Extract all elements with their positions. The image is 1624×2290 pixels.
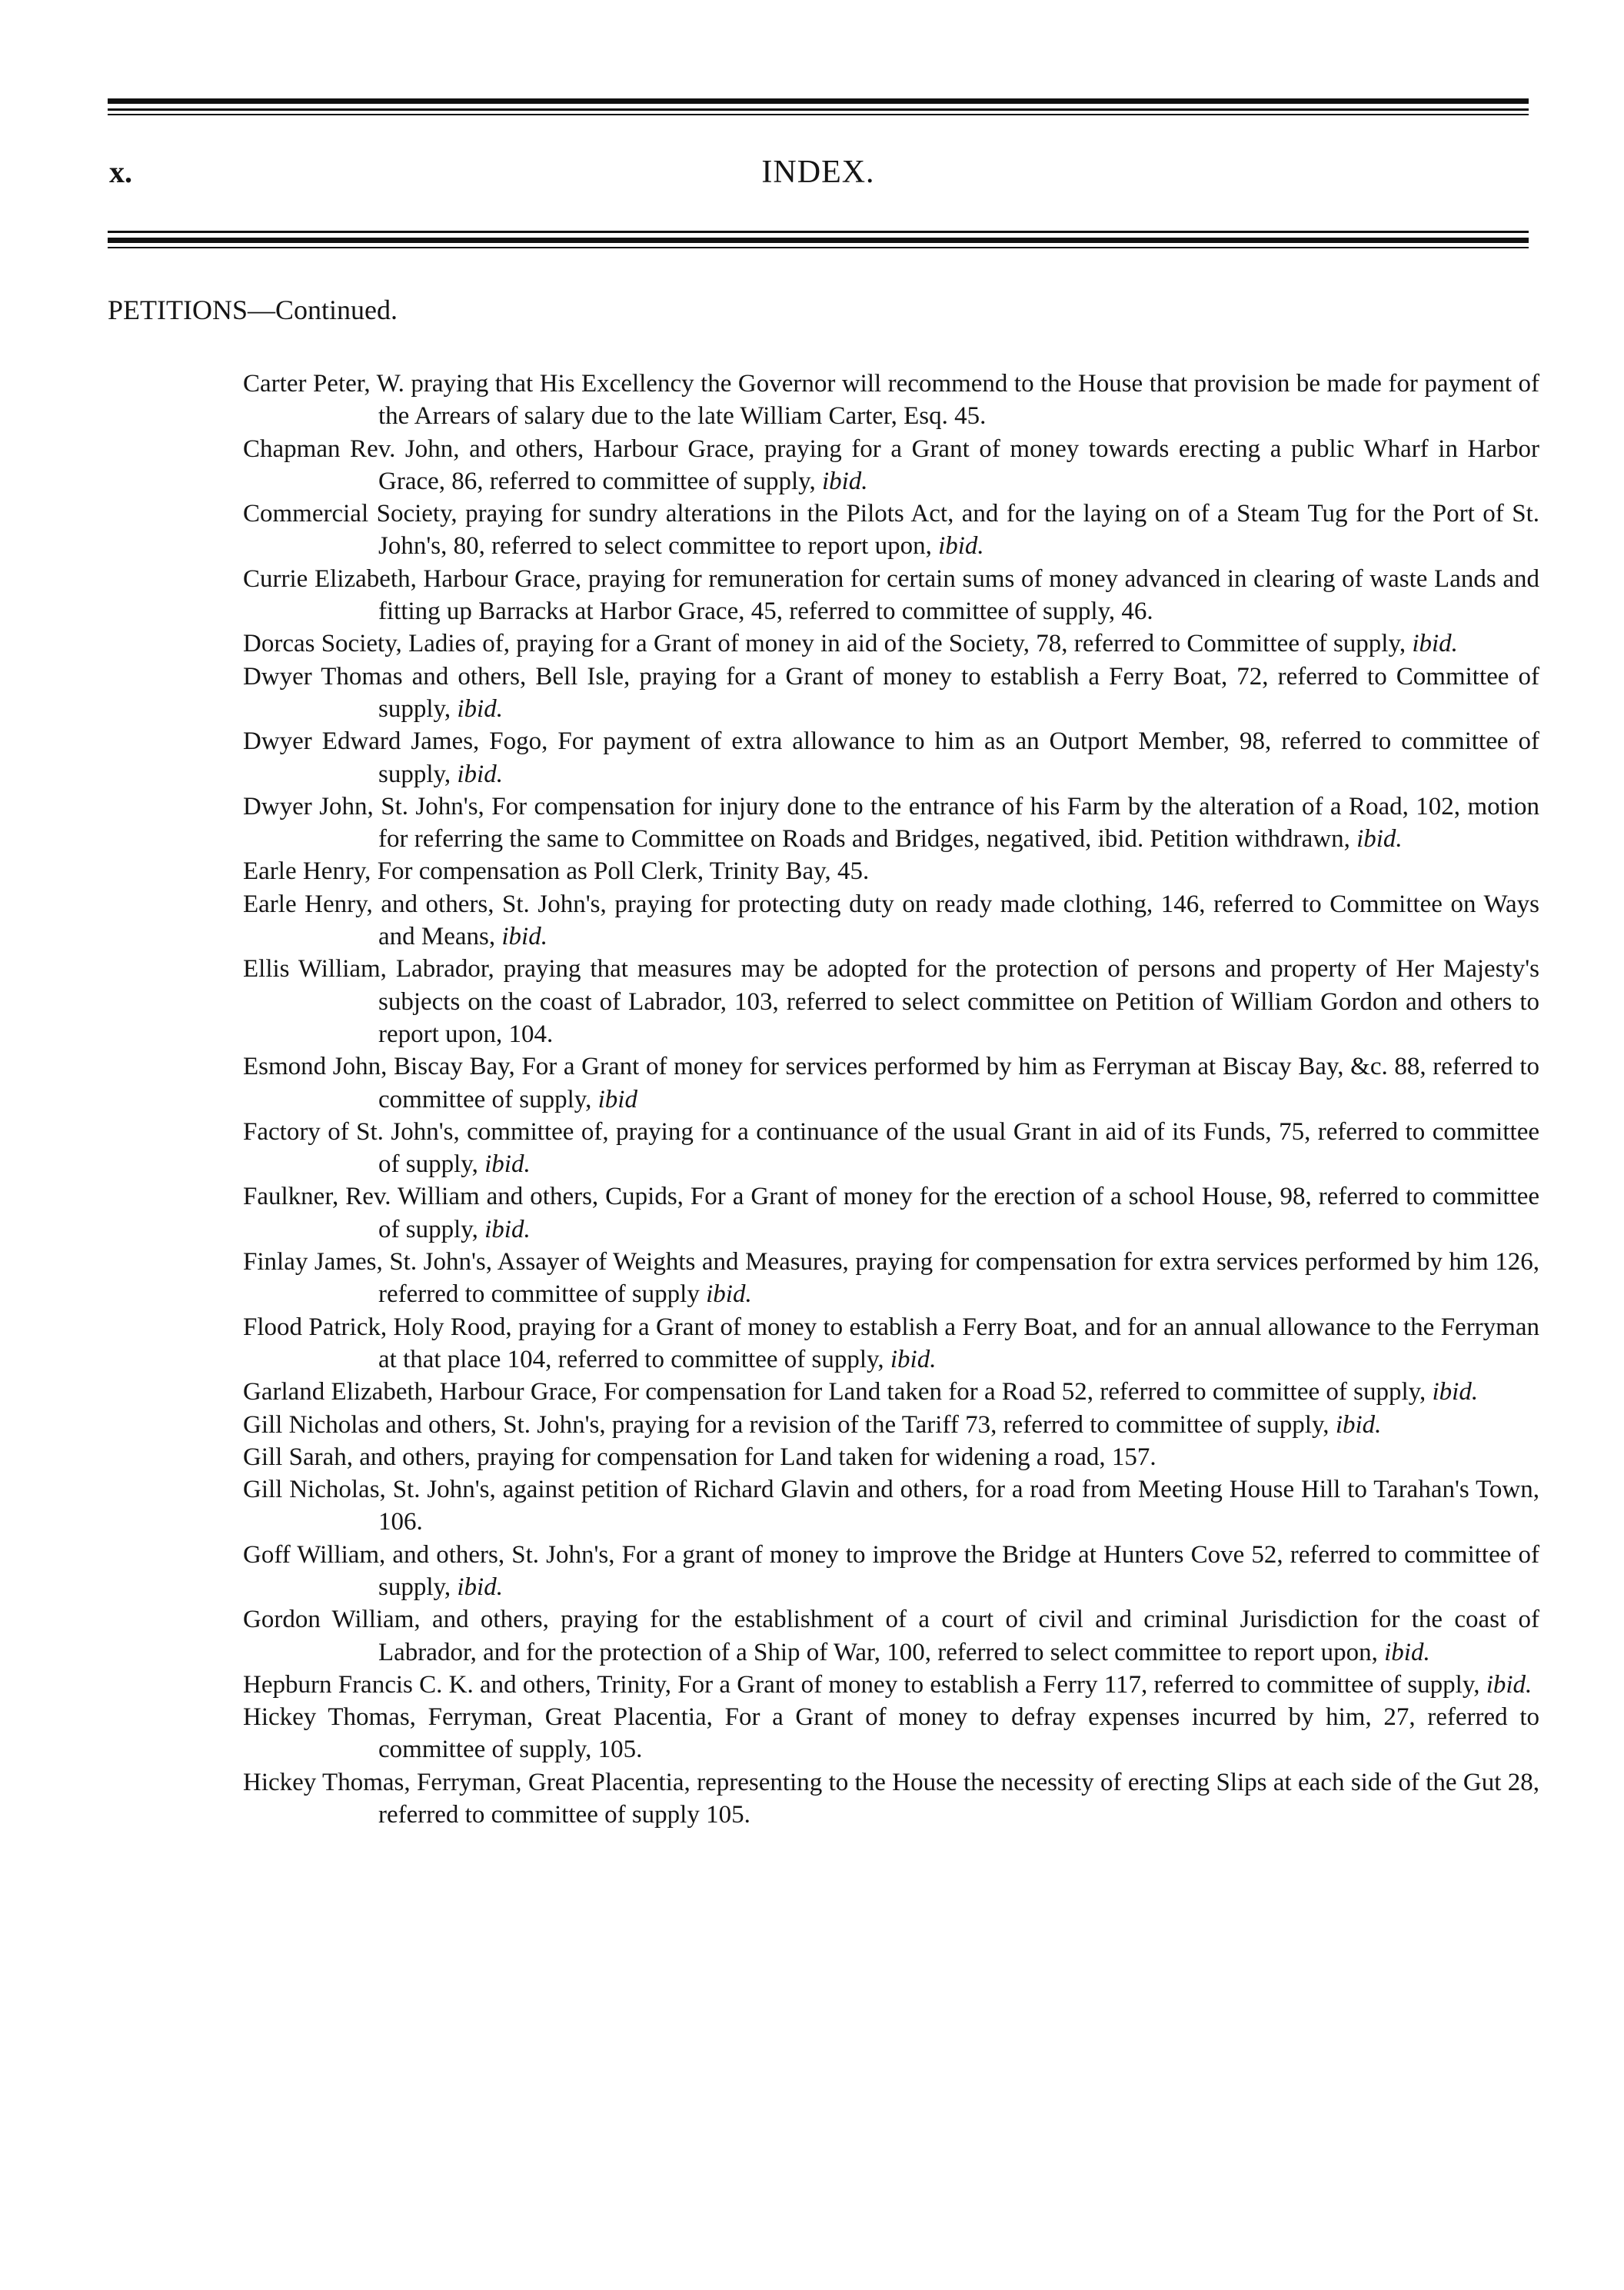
entry-name: Garland Elizabeth, — [243, 1378, 434, 1406]
entry-name: Hickey Thomas, — [243, 1768, 411, 1796]
entry-ibid: ibid. — [821, 467, 868, 495]
entry-text: Holy Rood, praying for a Grant of money to establish a Ferry Boat, and for an annual allowance to the Ferryman at that place 104, referred to committee of supply, — [378, 1313, 1539, 1373]
entry-ibid: ibid. — [1384, 1638, 1430, 1666]
entry-name: Flood Patrick, — [243, 1313, 388, 1341]
index-entry — [243, 953, 1539, 1050]
entry-name: Gill Nicholas, — [243, 1476, 386, 1504]
entry-text: praying that His Excellency the Governor will recommend to the House that provision be made for payment of the Arrears of salary due to the late William Carter, Esq. 45. — [378, 370, 1539, 431]
index-entry — [243, 1473, 1539, 1539]
entry-ibid: ibid. — [457, 694, 503, 723]
index-entry — [243, 433, 1539, 498]
entry-ibid: ibid. — [501, 923, 547, 951]
entry-name: Commercial Society, — [243, 500, 458, 528]
entry-text: praying for sundry alterations in the Pilots Act, and for the laying on of a Steam Tug for the Port of St. John's, 80, referred to select committee to report upon, — [378, 500, 1539, 561]
index-entry — [243, 1116, 1539, 1181]
entry-text: St. John's, For compensation for injury done to the entrance of his Farm by the alteration of a Road, 102, motion for referring the same to Committee on Roads and Bridges, negatived, ibid. Petition withdrawn, — [373, 792, 1539, 854]
running-header — [108, 154, 1529, 200]
index-entry — [243, 627, 1539, 660]
entry-text: Harbour Grace, For compensation for Land taken for a Road 52, referred to committee of supply, — [433, 1378, 1433, 1406]
entry-text: St. John's, against petition of Richard Glavin and others, for a road from Meeting House Hill to Tarahan's Town, 106. — [378, 1476, 1539, 1536]
entry-name: Factory — [243, 1117, 321, 1146]
index-entry — [243, 1701, 1539, 1766]
index-entry — [243, 368, 1539, 433]
entry-ibid: ibid. — [706, 1280, 752, 1309]
entry-name: Earle Henry, — [243, 857, 371, 886]
top-double-rule — [108, 98, 1529, 117]
entry-name: Esmond John, — [243, 1053, 388, 1081]
entry-name: Chapman Rev. John, — [243, 434, 460, 463]
entry-text: Ladies of, praying for a Grant of money in aid of the Society, 78, referred to Committee of supply, — [401, 630, 1413, 658]
entry-ibid: ibid — [597, 1085, 637, 1113]
entry-name: Hickey Thomas, — [243, 1703, 416, 1732]
entry-name: Carter Peter, W. — [243, 370, 404, 398]
page-number: x. — [109, 155, 132, 189]
entry-name: Dwyer Thomas — [243, 662, 403, 691]
entry-ibid: ibid. — [1335, 1410, 1382, 1439]
entry-name: Goff William, — [243, 1540, 386, 1569]
entry-ibid: ibid. — [484, 1215, 531, 1243]
entry-ibid: ibid. — [938, 532, 984, 561]
entry-text: Biscay Bay, For a Grant of money for services performed by him as Ferryman at Biscay Bay, &c. 88, referred to committee of supply, — [378, 1053, 1539, 1113]
entry-ibid: ibid. — [484, 1150, 531, 1179]
index-entry-list — [243, 368, 1539, 1831]
entry-text: Fogo, For payment of extra allowance to him as an Outport Member, 98, referred to committee of supply, — [378, 727, 1540, 788]
index-entry — [243, 1376, 1539, 1408]
index-entry — [243, 563, 1539, 628]
entry-text: Ferryman, Great Placentia, representing to the House the necessity of erecting Slips at each side of the Gut 28, referred to committee of supply 105. — [378, 1768, 1540, 1829]
entry-name: Hepburn Francis C. K. — [243, 1670, 474, 1699]
entry-name: Earle Henry, — [243, 890, 373, 918]
entry-ibid: ibid. — [890, 1345, 937, 1373]
entry-text: and others, Harbour Grace, praying for a Grant of money towards erecting a public Wharf in Harbor Grace, 86, referred to committee of supply, — [378, 434, 1539, 495]
index-entry — [243, 1441, 1539, 1473]
index-entry — [243, 1766, 1539, 1832]
entry-text: and others, St. John's, For a grant of money to improve the Bridge at Hunters Cove 52, referred to committee of supply, — [378, 1540, 1540, 1601]
entry-name: Faulkner, Rev. William — [243, 1183, 480, 1211]
entry-text: and others, Bell Isle, praying for a Grant of money to establish a Ferry Boat, 72, referred to Committee of supply, — [378, 662, 1539, 723]
entry-name: Dorcas Society, — [243, 630, 402, 658]
entry-name: Finlay James, — [243, 1248, 383, 1276]
entry-ibid: ibid. — [1486, 1670, 1532, 1699]
entry-ibid: ibid. — [457, 1573, 503, 1601]
entry-text: of St. John's, committee of, praying for a continuance of the usual Grant in aid of its Funds, 75, referred to committee of supply, — [320, 1117, 1539, 1179]
entry-name: Gill Sarah, — [243, 1443, 353, 1471]
index-entry — [243, 498, 1539, 563]
index-entry — [243, 1409, 1539, 1441]
entry-name: Currie Elizabeth, — [243, 564, 417, 593]
entry-text: and others, Cupids, For a Grant of money for the erection of a school House, 98, referred to committee of supply, — [378, 1183, 1539, 1243]
entry-text: and others, Trinity, For a Grant of money to establish a Ferry 117, referred to committee of supply, — [473, 1670, 1486, 1699]
header-double-rule — [108, 231, 1529, 254]
index-entry — [243, 725, 1539, 791]
entry-text: Ferryman, Great Placentia, For a Grant of money to defray expenses incurred by him, 27, referred to committee of supply, 105. — [378, 1703, 1540, 1764]
index-entry — [243, 1603, 1539, 1669]
entry-text: and others, St. John's, praying for protecting duty on ready made clothing, 146, referred to Committee on Ways and Means, — [372, 890, 1539, 951]
entry-name: Dwyer Edward James, — [243, 727, 480, 756]
entry-ibid: ibid. — [1356, 825, 1403, 854]
entry-text: Labrador, praying that measures may be adopted for the protection of persons and property of Her Majesty's subjects on the coast of Labrador, 103, referred to select committee on Petition of William Gordon and others to report upon, 104. — [378, 955, 1539, 1048]
entry-name: Ellis William, — [243, 955, 387, 984]
index-entry — [243, 1669, 1539, 1701]
index-entry — [243, 1539, 1539, 1604]
index-entry — [243, 888, 1539, 954]
entry-ibid: ibid. — [457, 760, 503, 788]
entry-text: and others, St. John's, praying for a revision of the Tariff 73, referred to committee of supply, — [378, 1410, 1336, 1439]
page-title: INDEX. — [761, 155, 875, 190]
entry-text: St. John's, Assayer of Weights and Measures, praying for compensation for extra services performed by him 126, referred to committee of supply — [378, 1248, 1539, 1309]
index-entry — [243, 791, 1539, 856]
index-entry — [243, 1180, 1539, 1246]
entry-text: Harbour Grace, praying for remuneration for certain sums of money advanced in clearing of waste Lands and fitting up Barracks at Harbor Grace, 45, referred to committee of supply, 46. — [378, 564, 1539, 626]
entry-name: Dwyer John, — [243, 792, 374, 820]
entry-text: and others, praying for the establishment of a court of civil and criminal Jurisdiction for the coast of Labrador, and for the protection of a Ship of War, 100, referred to select committee to report upon, — [378, 1606, 1539, 1666]
entry-ibid: ibid. — [1412, 630, 1458, 658]
index-entry — [243, 1050, 1539, 1116]
index-entry — [243, 855, 1539, 887]
index-entry — [243, 1246, 1539, 1311]
entry-ibid: ibid. — [1432, 1378, 1479, 1406]
index-entry — [243, 661, 1539, 726]
entry-text: and others, praying for compensation for Land taken for widening a road, 157. — [352, 1443, 1156, 1471]
entry-text: For compensation as Poll Clerk, Trinity Bay, 45. — [371, 857, 870, 886]
entry-name: Gill Nicholas — [243, 1410, 379, 1439]
entry-name: Gordon William, — [243, 1606, 421, 1634]
index-entry — [243, 1311, 1539, 1376]
section-heading: PETITIONS—Continued. — [108, 295, 398, 325]
